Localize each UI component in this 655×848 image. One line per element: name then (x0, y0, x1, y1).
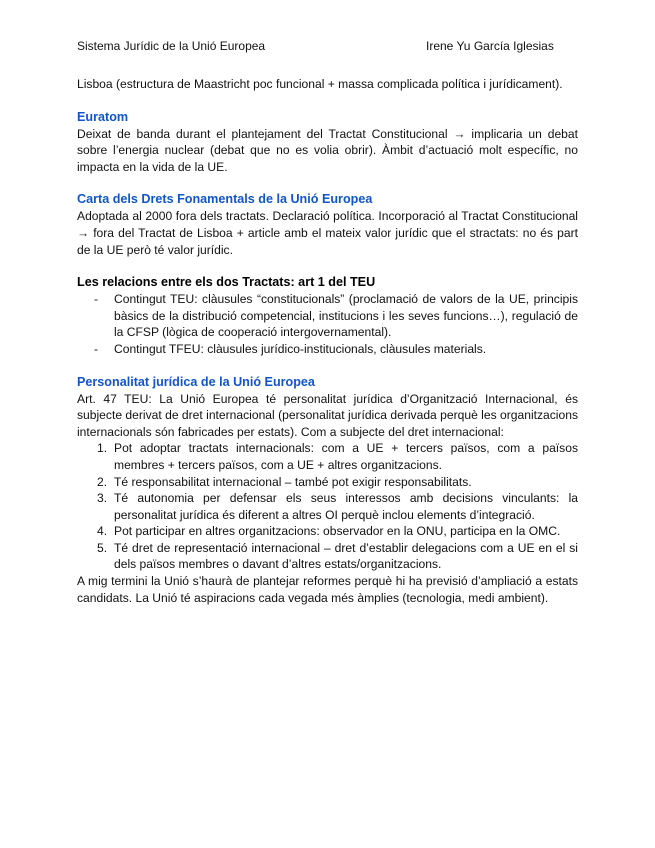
list-number: 1. (97, 441, 108, 456)
heading-euratom: Euratom (77, 109, 129, 124)
list-number: 3. (97, 491, 108, 506)
list-item (77, 540, 578, 573)
spacer (77, 93, 578, 109)
list-number: 4. (97, 524, 108, 539)
spacer (77, 258, 578, 274)
list-item-text: Té dret de representació internacional – dret d’establir delegacions com a UE en el si dels països membres o davant d’altres estats/organitzacions. (114, 540, 578, 572)
personalitat-paragraph: Art. 47 TEU: La Unió Europea té personalitat jurídica d’Organització Internacional, és subjecte derivat de dret internacional (personalitat jurídica derivada perquè les organitzacions internacionals són fabricades per estats). Com a subjecte del dret internacional: (77, 391, 578, 439)
heading-carta: Carta dels Drets Fonamentals de la Unió Europea (77, 192, 373, 207)
list-item-text: Té responsabilitat internacional – també pot exigir responsabilitats. (114, 474, 472, 489)
list-item (77, 440, 578, 473)
list-item-text: Té autonomia per defensar els seus interessos amb decisions vinculants: la personalitat jurídica és diferent a altres OI perquè inclou elements d’integració. (114, 491, 578, 522)
document-body (77, 76, 578, 606)
intro-paragraph: Lisboa (estructura de Maastricht poc funcional + massa complicada política i jurídicament). (77, 77, 563, 91)
heading-relacions: Les relacions entre els dos Tractats: art 1 del TEU (77, 275, 376, 290)
list-item: - Contingut TFEU: clàusules jurídico-institucionals, clàusules materials. (77, 341, 578, 358)
header-course-title: Sistema Jurídic de la Unió Europea (77, 39, 266, 53)
carta-paragraph: Adoptada al 2000 fora dels tractats. Declaració política. Incorporació al Tractat Constitucional → fora del Tractat de Lisboa + article amb el mateix valor jurídic que el stractats: no és part de la UE però té valor jurídic. (77, 209, 578, 257)
list-number: 5. (97, 540, 108, 555)
page-header (77, 39, 577, 55)
list-item (77, 490, 578, 523)
heading-personalitat: Personalitat jurídica de la Unió Europea (77, 374, 315, 389)
list-item-text: Pot adoptar tractats internacionals: com a UE + tercers països, com a països membres + tercers països, com a UE + altres organitzacions. (114, 441, 578, 472)
relacions-list (77, 291, 578, 357)
personalitat-list (77, 440, 578, 573)
closing-paragraph: A mig termini la Unió s’haurà de plantejar reformes perquè hi ha previsió d’ampliació a estats candidats. La Unió té aspiracions cada vegada més àmplies (tecnologia, medi ambient). (77, 574, 578, 605)
list-item (77, 474, 578, 491)
header-author: Irene Yu García Iglesias (426, 39, 554, 53)
list-item: - Contingut TEU: clàusules “constitucionals” (proclamació de valors de la UE, principis bàsics de la distribució competencial, institucions i les seves funcions…), regulació de la CFSP (lògica de cooperació intergovernamental). (77, 291, 578, 341)
euratom-paragraph: Deixat de banda durant el plantejament del Tractat Constitucional → implicaria un debat sobre l’energia nuclear (debat que no es volia obrir). Àmbit d’actuació molt específic, no impacta en la vida de la UE. (77, 126, 578, 174)
list-item-text: Pot participar en altres organitzacions: observador en la ONU, participa en la OMC. (114, 524, 561, 539)
spacer (77, 175, 578, 191)
list-item (77, 523, 578, 540)
list-number: 2. (97, 474, 108, 489)
spacer (77, 358, 578, 374)
